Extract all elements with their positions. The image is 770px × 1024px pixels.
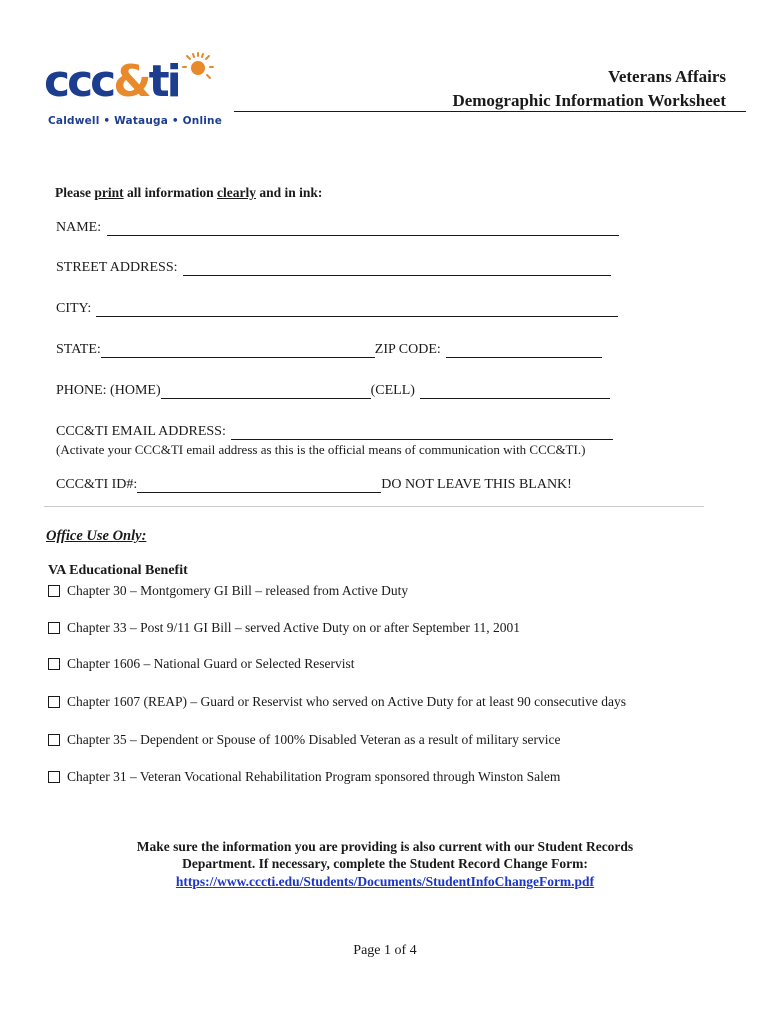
chapter-33-label: Chapter 33 – Post 9/11 GI Bill – served Active Duty on or after September 11, 2001 bbox=[67, 620, 521, 635]
state-label: STATE: bbox=[56, 342, 101, 357]
chapter-35-label: Chapter 35 – Dependent or Spouse of 100% Disabled Veteran as a result of military service bbox=[67, 732, 561, 747]
chapter-1606-label: Chapter 1606 – National Guard or Selected Reservist bbox=[67, 656, 355, 671]
option-chapter-1606 bbox=[46, 656, 355, 672]
footer-link-row bbox=[0, 874, 770, 890]
chapter-31-checkbox[interactable] bbox=[48, 771, 60, 783]
city-row bbox=[56, 301, 618, 317]
option-chapter-33 bbox=[46, 620, 520, 636]
option-chapter-1607 bbox=[46, 694, 626, 710]
form-instructions: Please print all information clearly and in ink: bbox=[55, 185, 323, 200]
chapter-31-label: Chapter 31 – Veteran Vocational Rehabilitation Program sponsored through Winston Salem bbox=[67, 769, 561, 784]
name-label: NAME: bbox=[56, 220, 102, 235]
state-field[interactable] bbox=[101, 343, 375, 358]
header-subtitle: Demographic Information Worksheet bbox=[452, 91, 726, 110]
option-chapter-30 bbox=[46, 583, 408, 599]
zip-label: ZIP CODE: bbox=[374, 342, 441, 357]
chapter-1607-checkbox[interactable] bbox=[48, 696, 60, 708]
office-use-heading: Office Use Only: bbox=[46, 528, 147, 544]
city-field[interactable] bbox=[96, 302, 618, 317]
phone-cell-field[interactable] bbox=[420, 384, 610, 399]
email-note: (Activate your CCC&TI email address as this is the official means of communication with CCC&TI.) bbox=[56, 442, 586, 457]
student-record-form-link[interactable]: https://www.cccti.edu/Students/Documents/StudentInfoChangeForm.pdf bbox=[175, 874, 595, 889]
phone-row bbox=[56, 383, 610, 399]
option-chapter-35 bbox=[46, 732, 561, 748]
logo-subtitle: Caldwell • Watauga • Online bbox=[48, 115, 223, 127]
footer-note-line2: Department. If necessary, complete the Student Record Change Form: bbox=[182, 856, 588, 871]
phone-home-label: PHONE: (HOME) bbox=[56, 383, 161, 398]
id-label: CCC&TI ID#: bbox=[56, 477, 138, 492]
email-field[interactable] bbox=[231, 425, 613, 440]
chapter-30-checkbox[interactable] bbox=[48, 585, 60, 597]
chapter-35-checkbox[interactable] bbox=[48, 734, 60, 746]
chapter-1607-label: Chapter 1607 (REAP) – Guard or Reservist who served on Active Duty for at least 90 consecutive days bbox=[67, 694, 626, 709]
street-label: STREET ADDRESS: bbox=[56, 260, 178, 275]
id-row bbox=[56, 477, 572, 493]
id-note: DO NOT LEAVE THIS BLANK! bbox=[381, 477, 572, 492]
chapter-33-checkbox[interactable] bbox=[48, 622, 60, 634]
phone-cell-label: (CELL) bbox=[370, 383, 415, 398]
id-field[interactable] bbox=[137, 478, 381, 493]
state-zip-row bbox=[56, 342, 602, 358]
page-number: Page 1 of 4 bbox=[353, 943, 417, 958]
footer-note-line1: Make sure the information you are providing is also current with our Student Records bbox=[136, 839, 634, 854]
chapter-1606-checkbox[interactable] bbox=[48, 658, 60, 670]
chapter-30-label: Chapter 30 – Montgomery GI Bill – released from Active Duty bbox=[67, 583, 409, 598]
email-row bbox=[56, 424, 613, 440]
phone-home-field[interactable] bbox=[161, 384, 371, 399]
section-divider bbox=[44, 506, 704, 507]
email-label: CCC&TI EMAIL ADDRESS: bbox=[56, 424, 226, 439]
city-label: CITY: bbox=[56, 301, 92, 316]
option-chapter-31 bbox=[46, 769, 560, 785]
logo-wordmark: ccc&ti bbox=[44, 56, 179, 107]
header-title: Veterans Affairs bbox=[608, 67, 726, 86]
sun-icon bbox=[176, 52, 214, 82]
street-field[interactable] bbox=[183, 261, 611, 276]
street-row bbox=[56, 260, 611, 276]
name-field[interactable] bbox=[107, 221, 619, 236]
va-benefit-heading: VA Educational Benefit bbox=[48, 563, 188, 578]
name-row bbox=[56, 220, 619, 236]
header-rule bbox=[234, 111, 746, 112]
zip-field[interactable] bbox=[446, 343, 602, 358]
